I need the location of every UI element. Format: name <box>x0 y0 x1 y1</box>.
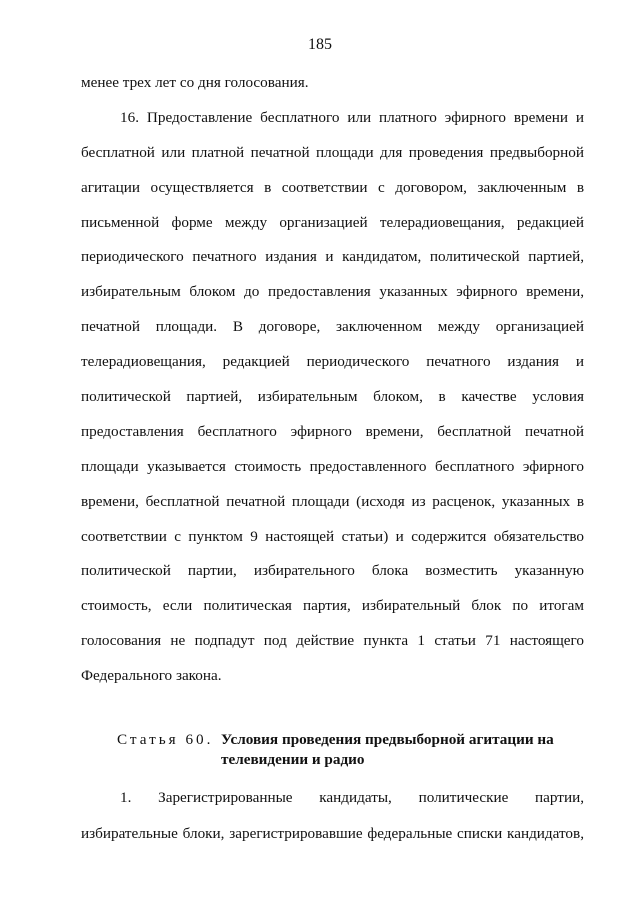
text-line: печатной площади. В договоре, заключенном между организацией <box>81 318 584 336</box>
text-line: избирательным блоком до предоставления указанных эфирного времени, <box>81 283 584 301</box>
text-line: письменной форме между организацией телерадиовещания, редакцией <box>81 213 584 231</box>
article-title-line: телевидении и радио <box>221 751 365 768</box>
tail-text <box>81 780 584 852</box>
text-line: телерадиовещания, редакцией периодического печатного издания и <box>81 353 584 371</box>
text-line: бесплатной или платной печатной площади для проведения предвыборной <box>81 143 584 161</box>
text-line: политической партии, избирательного блока возместить указанную <box>81 562 584 580</box>
text-line: стоимость, если политическая партия, избирательный блок по итогам <box>81 597 584 615</box>
text-line: 16. Предоставление бесплатного или платного эфирного времени и <box>120 108 584 126</box>
text-line: соответствии с пунктом 9 настоящей статьи) и содержится обязательство <box>81 527 584 545</box>
text-line: 1. Зарегистрированные кандидаты, политические партии, <box>120 789 584 806</box>
article-heading <box>117 730 577 770</box>
text-line: избирательные блоки, зарегистрировавшие федеральные списки кандидатов, <box>81 825 584 842</box>
text-line: Федерального закона. <box>81 667 222 685</box>
article-label: Статья 60. <box>117 731 214 748</box>
text-line: голосования не подпадут под действие пункта 1 статьи 71 настоящего <box>81 632 584 650</box>
text-line: менее трех лет со дня голосования. <box>81 74 309 91</box>
text-line: предоставления бесплатного эфирного времени, бесплатной печатной <box>81 422 584 440</box>
text-line: времени, бесплатной печатной площади (исходя из расценок, указанных в <box>81 492 584 510</box>
text-line: политической партией, избирательным блоком, в качестве условия <box>81 388 584 406</box>
text-line: агитации осуществляется в соответствии с договором, заключенным в <box>81 178 584 196</box>
article-title-line: Условия проведения предвыборной агитации на <box>221 731 554 748</box>
text-line: периодического печатного издания и кандидатом, политической партией, <box>81 248 584 266</box>
page-number: 185 <box>308 36 332 53</box>
text-line: площади указывается стоимость предоставленного бесплатного эфирного <box>81 457 584 475</box>
body-text <box>81 66 584 694</box>
article-title <box>221 730 554 770</box>
